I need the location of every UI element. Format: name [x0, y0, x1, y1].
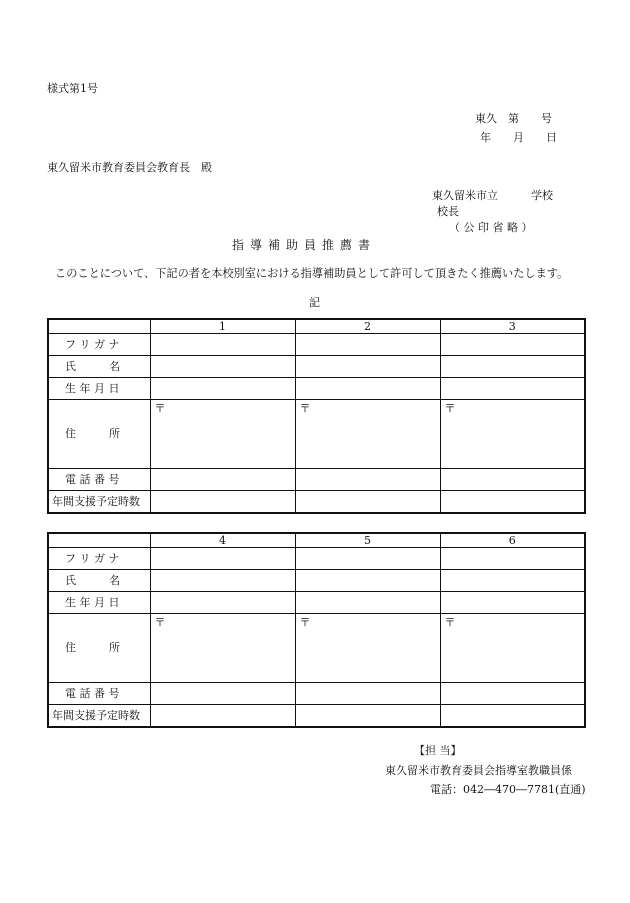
row-label-dob: 生 年 月 日 — [48, 378, 150, 400]
name-field[interactable] — [295, 356, 440, 378]
dob-field[interactable] — [150, 592, 295, 614]
row-label-furigana: フ リ ガ ナ — [48, 548, 150, 570]
column-header: 3 — [440, 319, 585, 334]
address-field[interactable] — [150, 400, 295, 469]
seal-omitted-note: （ 公 印 省 略 ） — [449, 221, 533, 234]
address-field[interactable] — [440, 400, 585, 469]
phone-field[interactable] — [440, 469, 585, 491]
row-label-name: 氏 名 — [48, 356, 150, 378]
addressee: 東久留米市教育委員会教育長 殿 — [47, 161, 212, 174]
form-number: 様式第1号 — [47, 82, 98, 95]
row-label-hours: 年間支援予定時数 — [48, 491, 150, 514]
postal-mark: 〒 — [154, 402, 166, 415]
column-header: 2 — [295, 319, 440, 334]
hours-field[interactable] — [440, 705, 585, 728]
table-row — [48, 356, 585, 378]
furigana-field[interactable] — [295, 334, 440, 356]
furigana-field[interactable] — [150, 548, 295, 570]
contact-department: 東久留米市教育委員会指導室教職員係 — [385, 764, 572, 777]
row-label-address: 住 所 — [48, 614, 150, 683]
address-field[interactable] — [150, 614, 295, 683]
postal-mark: 〒 — [154, 616, 166, 629]
hours-field[interactable] — [150, 705, 295, 728]
table-row — [48, 705, 585, 728]
row-label-address: 住 所 — [48, 400, 150, 469]
phone-field[interactable] — [150, 469, 295, 491]
contact-phone: 電話：042―470―7781(直通) — [430, 783, 586, 796]
phone-field[interactable] — [295, 683, 440, 705]
dob-field[interactable] — [150, 378, 295, 400]
document-title: 指導補助員推薦書 — [232, 238, 377, 252]
phone-field[interactable] — [440, 683, 585, 705]
table-row — [48, 683, 585, 705]
furigana-field[interactable] — [440, 334, 585, 356]
contact-heading: 【担 当】 — [414, 744, 462, 757]
address-field[interactable] — [295, 400, 440, 469]
table-header-row — [48, 533, 585, 548]
address-field[interactable] — [295, 614, 440, 683]
header-blank-cell — [48, 319, 150, 334]
document-number: 東久 第 号 — [475, 112, 552, 125]
row-label-furigana: フ リ ガ ナ — [48, 334, 150, 356]
name-field[interactable] — [440, 570, 585, 592]
postal-mark: 〒 — [299, 402, 311, 415]
column-header: 4 — [150, 533, 295, 548]
header-blank-cell — [48, 533, 150, 548]
body-text: このことについて、下記の者を本校別室における指導補助員として許可して頂きたく推薦いたします。 — [55, 267, 569, 280]
hours-field[interactable] — [295, 491, 440, 514]
table-row — [48, 570, 585, 592]
sender-principal: 校長 — [437, 205, 459, 218]
dob-field[interactable] — [440, 592, 585, 614]
column-header: 1 — [150, 319, 295, 334]
table-row — [48, 400, 585, 469]
row-label-phone: 電 話 番 号 — [48, 469, 150, 491]
table-row — [48, 334, 585, 356]
name-field[interactable] — [295, 570, 440, 592]
phone-field[interactable] — [295, 469, 440, 491]
address-field[interactable] — [440, 614, 585, 683]
name-field[interactable] — [150, 570, 295, 592]
candidate-table-2 — [47, 532, 586, 728]
postal-mark: 〒 — [299, 616, 311, 629]
sender-school: 東久留米市立 学校 — [432, 189, 553, 202]
furigana-field[interactable] — [295, 548, 440, 570]
phone-field[interactable] — [150, 683, 295, 705]
furigana-field[interactable] — [440, 548, 585, 570]
table-row — [48, 548, 585, 570]
ki-heading: 記 — [309, 296, 320, 309]
table-row — [48, 378, 585, 400]
column-header: 5 — [295, 533, 440, 548]
date-line: 年 月 日 — [480, 131, 557, 144]
furigana-field[interactable] — [150, 334, 295, 356]
row-label-name: 氏 名 — [48, 570, 150, 592]
postal-mark: 〒 — [444, 616, 456, 629]
row-label-dob: 生 年 月 日 — [48, 592, 150, 614]
hours-field[interactable] — [150, 491, 295, 514]
table-header-row — [48, 319, 585, 334]
postal-mark: 〒 — [444, 402, 456, 415]
table-row — [48, 469, 585, 491]
candidate-table-1 — [47, 318, 586, 514]
column-header: 6 — [440, 533, 585, 548]
dob-field[interactable] — [440, 378, 585, 400]
hours-field[interactable] — [440, 491, 585, 514]
table-row — [48, 491, 585, 514]
row-label-phone: 電 話 番 号 — [48, 683, 150, 705]
hours-field[interactable] — [295, 705, 440, 728]
table-row — [48, 614, 585, 683]
table-row — [48, 592, 585, 614]
dob-field[interactable] — [295, 378, 440, 400]
dob-field[interactable] — [295, 592, 440, 614]
name-field[interactable] — [150, 356, 295, 378]
name-field[interactable] — [440, 356, 585, 378]
row-label-hours: 年間支援予定時数 — [48, 705, 150, 728]
